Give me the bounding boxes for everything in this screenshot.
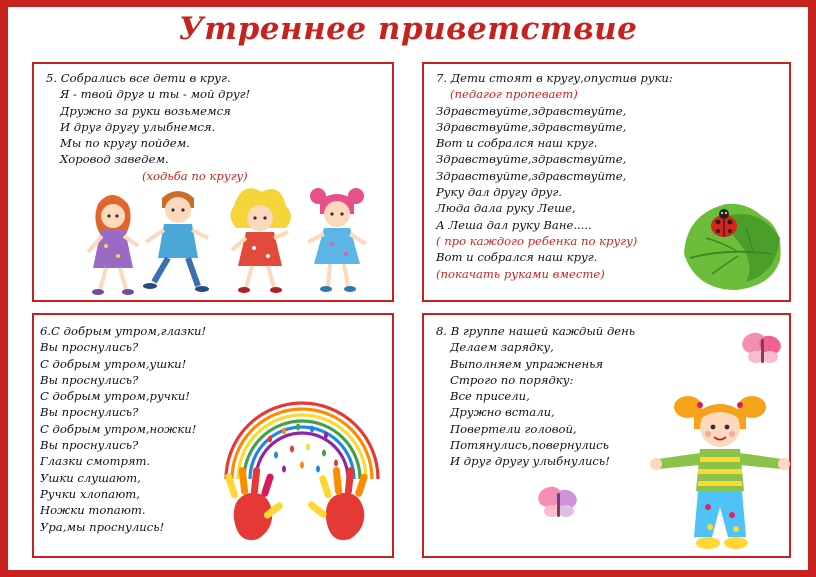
verse-line: Выполняем упражненья <box>450 356 604 371</box>
ladybug-on-leaf-image <box>676 198 788 294</box>
verse-line: С добрым утром,ручки! <box>40 389 190 404</box>
verse-line: 7. Дети стоят в кругу,опустив руки: <box>436 71 673 85</box>
verse-line: Люда дала руку Леше, <box>436 201 576 216</box>
stage-direction: (покачать руками вместе) <box>436 266 605 281</box>
verse-line: Вот и собрался наш круг. <box>436 250 598 265</box>
verse-line: Вы проснулись? <box>40 340 139 355</box>
card-5 <box>32 62 394 302</box>
girl-shirt <box>696 449 744 491</box>
verse-line: Вы проснулись? <box>40 372 139 387</box>
child-figure <box>230 188 291 293</box>
butterfly-icon <box>740 329 784 369</box>
poster-sheet <box>8 7 808 570</box>
stage-direction: ( про каждого ребенка по кругу) <box>436 233 638 248</box>
verse-line: И друг другу улыбнемся. <box>60 119 216 134</box>
verse-line: Дружно за руки возьмемся <box>60 103 231 118</box>
card-7-verse <box>436 70 673 282</box>
verse-line: И друг другу улыбнулись! <box>450 454 610 469</box>
verse-line: 5. Собрались все дети в круг. <box>46 71 231 85</box>
card-6 <box>32 313 394 558</box>
verse-line: Мы по кругу пойдем. <box>60 136 190 151</box>
butterfly-icon <box>536 483 580 523</box>
verse-line: Ура,мы проснулись! <box>40 519 165 534</box>
child-figure <box>308 188 366 292</box>
verse-line: Я - твой друг и ты - мой друг! <box>60 87 251 102</box>
verse-line: Ручки хлопают, <box>40 486 140 501</box>
child-figure <box>88 195 138 295</box>
girl-pants <box>694 491 746 537</box>
verse-line: Здравствуйте,здравствуйте, <box>436 168 627 183</box>
rainbow-handprints-image <box>214 369 390 549</box>
verse-line: Вы проснулись? <box>40 405 139 420</box>
verse-line: С добрым утром,ножки! <box>40 421 197 436</box>
verse-line: Ушки слушают, <box>40 470 141 485</box>
stage-direction: (ходьба по кругу) <box>142 168 248 183</box>
card-8-verse <box>436 323 635 470</box>
verse-line: Строго по порядку: <box>450 372 574 387</box>
verse-line: Здравствуйте,здравствуйте, <box>436 119 627 134</box>
verse-line: 6.С добрым утром,глазки! <box>40 324 207 338</box>
verse-line: Здравствуйте,здравствуйте, <box>436 103 627 118</box>
verse-line: А Леша дал руку Ване..... <box>436 217 592 232</box>
verse-line: Дружно встали, <box>450 405 555 420</box>
page-title: Утреннее приветствие <box>178 11 638 47</box>
verse-line: Все присели, <box>450 389 530 404</box>
verse-line: Повертели головой, <box>450 421 577 436</box>
child-figure <box>143 191 209 292</box>
verse-line: 8. В группе нашей каждый день <box>436 324 636 338</box>
verse-line: Потянулись,повернулись <box>450 438 609 453</box>
card-8 <box>422 313 791 558</box>
card-7 <box>422 62 791 302</box>
verse-line: Вы проснулись? <box>40 438 139 453</box>
verse-line: С добрым утром,ушки! <box>40 356 187 371</box>
verse-line: Ножки топают. <box>40 503 146 518</box>
card-5-verse <box>46 70 250 184</box>
verse-line: Здравствуйте,здравствуйте, <box>436 152 627 167</box>
verse-line: Вот и собрался наш круг. <box>436 136 598 151</box>
verse-line: Делаем зарядку, <box>450 340 554 355</box>
verse-line: Руку дал другу друг. <box>436 185 562 200</box>
dancing-children-image <box>84 186 374 298</box>
verse-line: Хоровод заведем. <box>60 152 169 167</box>
verse-line: Глазки смотрят. <box>40 454 151 469</box>
card-6-verse <box>40 323 206 535</box>
stage-direction: (педагог пропевает) <box>450 87 578 102</box>
exercising-girl-image <box>650 389 790 553</box>
